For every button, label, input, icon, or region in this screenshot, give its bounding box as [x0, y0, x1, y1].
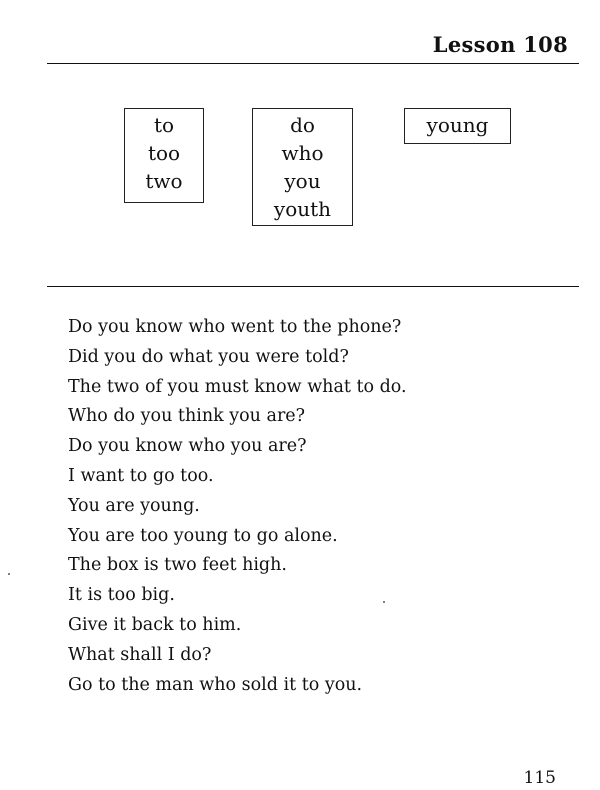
word-box-do-who-you-youth	[252, 108, 353, 226]
sentence: Do you know who you are?	[68, 436, 307, 457]
word: too	[147, 141, 181, 165]
sentence: The two of you must know what to do.	[68, 376, 407, 397]
lesson-title: Lesson 108	[432, 32, 568, 57]
sentence: Give it back to him.	[68, 614, 242, 635]
sentence: You are too young to go alone.	[68, 525, 338, 546]
word: two	[145, 169, 183, 193]
sentence: Go to the man who sold it to you.	[68, 674, 363, 695]
sentence: The box is two feet high.	[68, 555, 287, 576]
word: you	[284, 169, 321, 193]
sentence: What shall I do?	[68, 644, 212, 665]
sentence: I want to go too.	[68, 465, 214, 486]
sentence: It is too big.	[68, 585, 175, 606]
word-box-young	[404, 108, 511, 144]
scan-speck-right	[383, 601, 385, 603]
word: young	[426, 113, 489, 137]
word: to	[153, 113, 175, 137]
top-rule	[47, 63, 579, 64]
scan-speck-left	[8, 573, 10, 575]
word: who	[281, 141, 324, 165]
word-box-to-too-two	[124, 108, 204, 203]
word: do	[290, 113, 315, 137]
sentence: Did you do what you were told?	[68, 346, 349, 367]
page-number: 115	[523, 768, 556, 788]
sentence: You are young.	[68, 495, 200, 516]
middle-rule	[47, 286, 579, 287]
word: youth	[273, 197, 332, 221]
sentence: Who do you think you are?	[68, 406, 306, 427]
sentence-list	[68, 313, 407, 700]
sentence: Do you know who went to the phone?	[68, 317, 402, 337]
